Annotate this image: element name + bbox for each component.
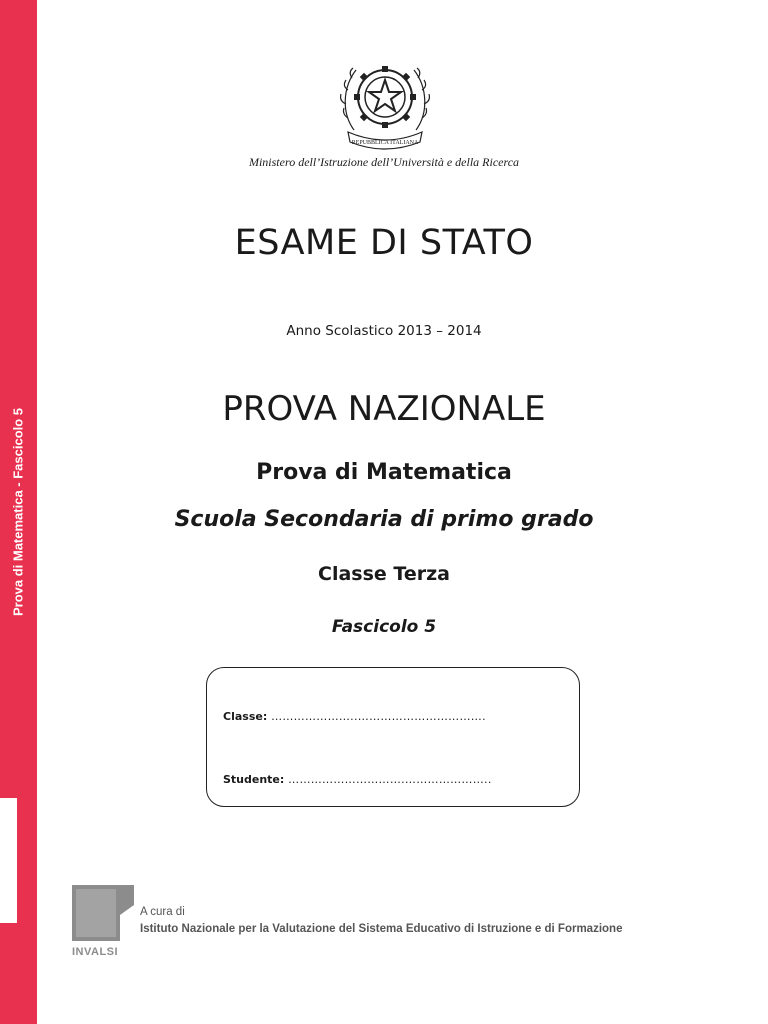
side-band-notch [0, 798, 17, 923]
invalsi-logo-icon [72, 885, 134, 957]
student-info-box [206, 667, 580, 807]
student-field-value[interactable]: ………………………….………………….. [288, 773, 492, 786]
institute-name: Istituto Nazionale per la Valutazione del Sistema Educativo di Istruzione e di Formazione [140, 923, 623, 935]
svg-text:REPUBBLICA ITALIANA: REPUBBLICA ITALIANA [351, 140, 419, 146]
class-field-value[interactable]: …………………..……………………………. [271, 710, 486, 723]
exam-name: PROVA NAZIONALE [222, 389, 546, 429]
page-title: ESAME DI STATO [234, 223, 534, 263]
student-field[interactable] [223, 773, 492, 786]
curated-by-label: A cura di [140, 906, 185, 918]
exam-subject: Prova di Matematica [256, 460, 512, 485]
ministry-name: Ministero dell’Istruzione dell’Università e della Ricerca [248, 155, 520, 169]
school-year: Anno Scolastico 2013 – 2014 [286, 323, 482, 339]
class-field-label: Classe: [223, 710, 268, 723]
class-field[interactable] [223, 710, 486, 723]
school-level: Scuola Secondaria di primo grado [174, 507, 594, 532]
booklet-number: Fascicolo 5 [331, 617, 437, 637]
svg-text:INVALSI: INVALSI [72, 946, 119, 957]
student-field-label: Studente: [223, 773, 285, 786]
republic-emblem-icon [334, 52, 436, 152]
class-level: Classe Terza [318, 563, 450, 585]
sidebar-label: Prova di Matematica - Fascicolo 5 [10, 407, 26, 617]
